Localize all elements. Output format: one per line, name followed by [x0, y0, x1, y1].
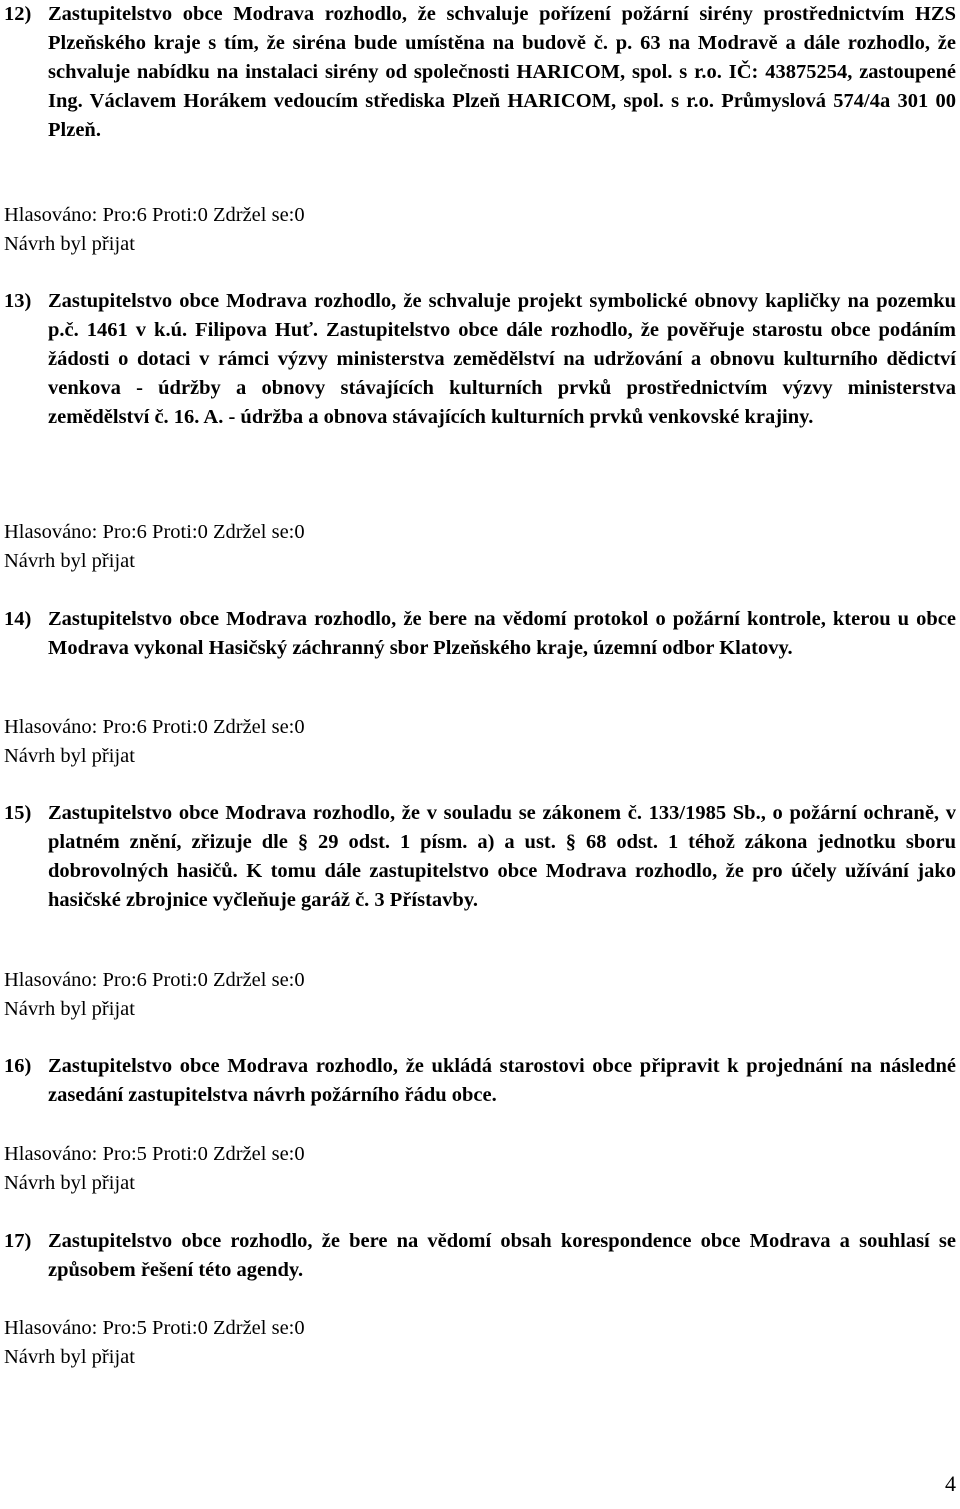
resolution-16 [4, 1052, 956, 1110]
resolution-text: Zastupitelstvo obce Modrava rozhodlo, že schvaluje projekt symbolické obnovy kapličky na pozemku p.č. 1461 v k.ú. Filipova Huť. Zastupitelstvo obce dále rozhodlo, že pověřuje starostu obce podáním žádosti o dotaci v rámci výzvy ministerstva zemědělství na udržování a obnovu kulturního dědictví venkova - údržby a obnovy stávajících kulturních prvků prostřednictvím výzvy ministerstva zemědělství č. 16. A. - údržba a obnova stávajících kulturních prvků venkovské krajiny. [48, 290, 956, 428]
vote-tally: Hlasováno: Pro:6 Proti:0 Zdržel se:0 [4, 716, 305, 738]
vote-block-17 [4, 1314, 704, 1372]
vote-block-15 [4, 966, 704, 1024]
resolution-text: Zastupitelstvo obce Modrava rozhodlo, že schvaluje pořízení požární sirény prostřednictvím HZS Plzeňského kraje s tím, že siréna bude umístěna na budově č. p. 63 na Modravě a dále rozhodlo, že schvaluje nabídku na instalaci sirény od společnosti HARICOM, spol. s r.o. IČ: 43875254, zastoupené Ing. Václavem Horákem vedoucím střediska Plzeň HARICOM, spol. s r.o. Průmyslová 574/4a 301 00 Plzeň. [48, 3, 956, 141]
resolution-17 [4, 1227, 956, 1285]
vote-result: Návrh byl přijat [4, 550, 135, 572]
vote-result: Návrh byl přijat [4, 1172, 135, 1194]
resolution-text: Zastupitelstvo obce Modrava rozhodlo, že bere na vědomí protokol o požární kontrole, kterou u obce Modrava vykonal Hasičský záchranný sbor Plzeňského kraje, územní odbor Klatovy. [48, 608, 956, 659]
vote-result: Návrh byl přijat [4, 1346, 135, 1368]
vote-block-12 [4, 201, 704, 259]
resolution-text: Zastupitelstvo obce Modrava rozhodlo, že ukládá starostovi obce připravit k projednání na následné zasedání zastupitelstva návrh požárního řádu obce. [48, 1055, 956, 1106]
vote-tally: Hlasováno: Pro:5 Proti:0 Zdržel se:0 [4, 1143, 305, 1165]
vote-tally: Hlasováno: Pro:6 Proti:0 Zdržel se:0 [4, 204, 305, 226]
resolution-number: 17) [4, 1230, 32, 1252]
resolution-15 [4, 799, 956, 915]
resolution-number: 16) [4, 1055, 32, 1077]
vote-block-14 [4, 713, 704, 771]
resolution-13 [4, 287, 956, 432]
resolution-12 [4, 0, 956, 145]
vote-result: Návrh byl přijat [4, 233, 135, 255]
resolution-number: 13) [4, 290, 32, 312]
resolution-14 [4, 605, 956, 663]
vote-result: Návrh byl přijat [4, 998, 135, 1020]
vote-block-13 [4, 518, 704, 576]
resolution-number: 15) [4, 802, 32, 824]
vote-tally: Hlasováno: Pro:6 Proti:0 Zdržel se:0 [4, 521, 305, 543]
resolution-number: 14) [4, 608, 32, 630]
resolution-text: Zastupitelstvo obce rozhodlo, že bere na vědomí obsah korespondence obce Modrava a souhlasí se způsobem řešení této agendy. [48, 1230, 956, 1281]
resolution-text: Zastupitelstvo obce Modrava rozhodlo, že v souladu se zákonem č. 133/1985 Sb., o požární ochraně, v platném znění, zřizuje dle § 29 odst. 1 písm. a) a ust. § 68 odst. 1 téhož zákona jednotku sboru dobrovolných hasičů. K tomu dále zastupitelstvo obce Modrava rozhodlo, že pro účely užívání jako hasičské zbrojnice vyčleňuje garáž č. 3 Přístavby. [48, 802, 956, 911]
vote-tally: Hlasováno: Pro:5 Proti:0 Zdržel se:0 [4, 1317, 305, 1339]
vote-result: Návrh byl přijat [4, 745, 135, 767]
vote-block-16 [4, 1140, 704, 1198]
page-number: 4 [945, 1471, 956, 1496]
vote-tally: Hlasováno: Pro:6 Proti:0 Zdržel se:0 [4, 969, 305, 991]
resolution-number: 12) [4, 3, 32, 25]
